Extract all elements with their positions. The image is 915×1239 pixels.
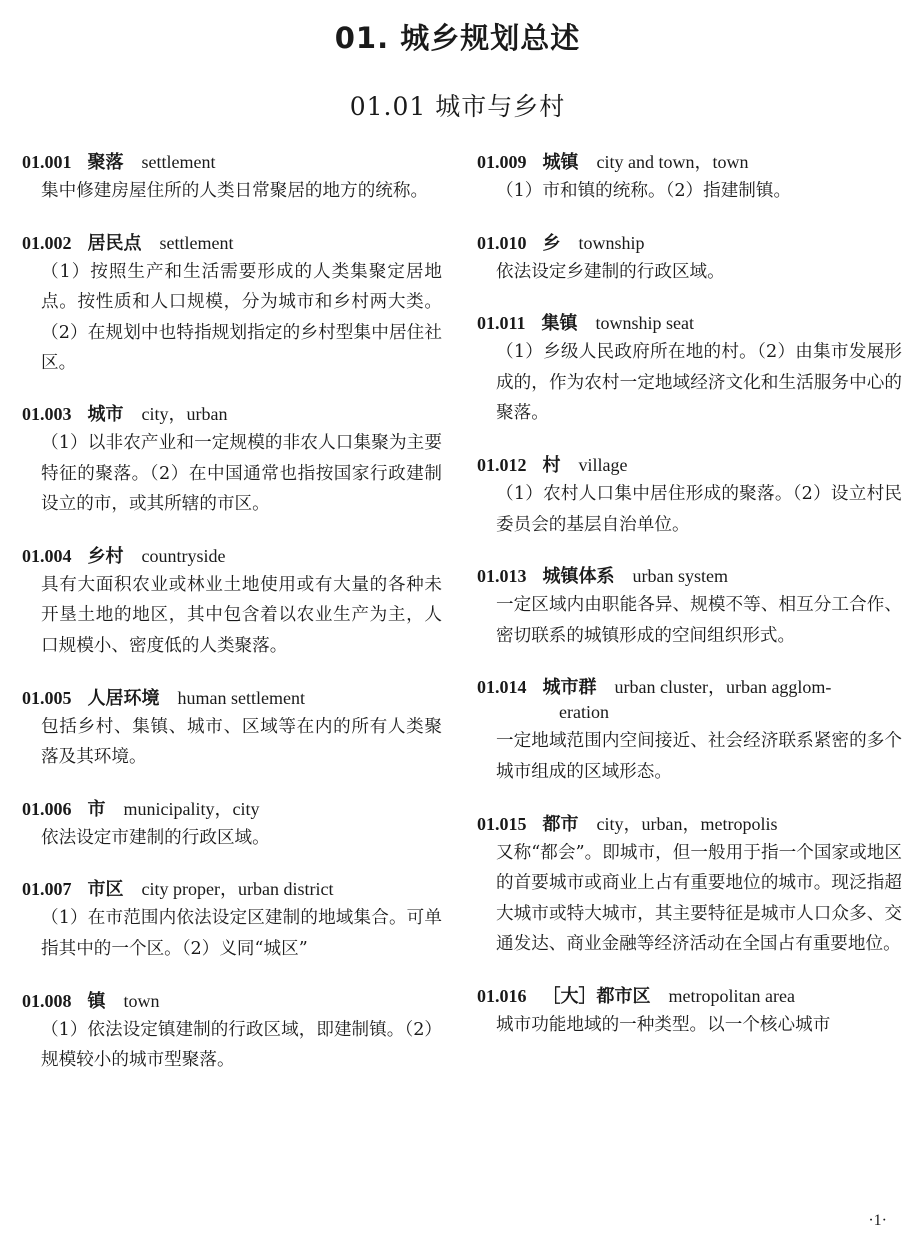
term-entry-01-011	[477, 311, 902, 429]
term-chinese: 市区	[87, 879, 124, 901]
term-english: municipality，city	[123, 798, 260, 819]
term-definition: （1）在市范围内依法设定区建制的地域集合。可单指其中的一个区。（2）义同“城区”	[41, 908, 442, 959]
term-entry-01-013	[477, 564, 902, 651]
term-definition: （1）市和镇的统称。（2）指建制镇。	[496, 181, 792, 201]
term-english: city proper，urban district	[141, 879, 334, 900]
term-definition: 一定地域范围内空间接近、社会经济联系紧密的多个城市组成的区域形态。	[496, 731, 902, 782]
term-entry-01-010	[477, 231, 902, 288]
term-english: urban cluster，urban agglom-	[614, 677, 832, 698]
term-number: 01.008	[22, 990, 72, 1011]
term-english: township	[578, 232, 645, 253]
term-entry-01-003	[22, 402, 442, 520]
term-chinese: 城镇体系	[542, 566, 615, 588]
term-number: 01.016	[477, 985, 527, 1006]
term-number: 01.009	[477, 152, 527, 172]
term-entry-01-015	[477, 812, 902, 960]
term-number: 01.015	[477, 813, 527, 834]
term-chinese: ［大］都市区	[542, 985, 651, 1007]
term-english: city and town，town	[596, 152, 749, 172]
left-column	[22, 150, 442, 1076]
term-number: 01.003	[22, 403, 72, 424]
term-number: 01.011	[477, 313, 526, 334]
term-chinese: 城市群	[542, 677, 597, 699]
term-number: 01.005	[22, 687, 72, 708]
term-chinese: 聚落	[87, 152, 124, 173]
term-entry-01-014	[477, 675, 902, 787]
term-definition: 具有大面积农业或林业土地使用或有大量的各种未开垦土地的地区，其中包含着以农业生产为主，人口规模小、密度低的人类聚落。	[41, 574, 442, 656]
term-definition: 城市功能地域的一种类型。以一个核心城市	[496, 1014, 831, 1035]
term-number: 01.010	[477, 232, 527, 253]
term-definition: 依法设定市建制的行政区域。	[41, 827, 270, 848]
section-title: 01.01 城市与乡村	[349, 92, 566, 121]
term-english: city，urban，metropolis	[596, 813, 778, 834]
term-number: 01.007	[22, 879, 72, 900]
term-chinese: 城镇	[542, 152, 579, 173]
term-chinese: 乡村	[87, 545, 124, 567]
term-entry-01-006	[22, 797, 442, 854]
term-number: 01.004	[22, 545, 72, 566]
term-chinese: 城市	[87, 403, 124, 425]
term-definition: 一定区域内由职能各异、规模不等、相互分工合作、密切联系的城镇形成的空间组织形式。	[496, 595, 902, 646]
term-chinese: 居民点	[87, 232, 142, 254]
term-entry-01-012	[477, 453, 902, 540]
term-definition: 集中修建房屋住所的人类日常聚居的地方的统称。	[41, 181, 429, 201]
term-chinese: 集镇	[541, 313, 578, 335]
term-english: settlement	[159, 232, 234, 253]
term-chinese: 村	[542, 454, 561, 476]
term-english: urban system	[632, 566, 728, 587]
term-definition: （1）乡级人民政府所在地的村。（2）由集市发展形成的，作为农村一定地域经济文化和生活服务中心的聚落。	[496, 342, 902, 424]
term-chinese: 都市	[542, 813, 579, 835]
term-definition: 依法设定乡建制的行政区域。	[496, 261, 725, 282]
term-number: 01.014	[477, 677, 527, 698]
term-english: city，urban	[141, 403, 228, 424]
right-column	[477, 150, 902, 1041]
term-number: 01.013	[477, 566, 527, 587]
term-english: human settlement	[177, 687, 305, 708]
term-definition: （1）农村人口集中居住形成的聚落。（2）设立村民委员会的基层自治单位。	[496, 483, 902, 535]
term-entry-01-004	[22, 544, 442, 662]
term-english: settlement	[141, 152, 216, 172]
term-entry-01-007	[22, 877, 442, 964]
term-entry-01-009	[477, 150, 902, 207]
term-definition: （1）以非农产业和一定规模的非农人口集聚为主要特征的聚落。（2）在中国通常也指按国家行政建制设立的市，或其所辖的市区。	[41, 432, 442, 515]
term-chinese: 市	[87, 798, 106, 820]
term-english: village	[578, 454, 628, 475]
term-entry-01-001	[22, 150, 442, 207]
term-definition: （1）依法设定镇建制的行政区域，即建制镇。（2）规模较小的城市型聚落。	[41, 1019, 442, 1071]
term-english: metropolitan area	[668, 985, 795, 1006]
chapter-title: 01. 城乡规划总述	[334, 21, 581, 55]
term-entry-01-008	[22, 989, 442, 1076]
term-english: town	[123, 990, 160, 1011]
term-definition: 包括乡村、集镇、城市、区域等在内的所有人类聚落及其环境。	[41, 716, 442, 768]
term-definition: 又称“都会”。即城市，但一般用于指一个国家或地区的首要城市或商业上占有重要地位的城市。现泛指超大城市或特大城市，其主要特征是城市人口众多、交通发达、商业金融等经济活动在全国占有重要地位。	[496, 842, 902, 955]
term-number: 01.001	[22, 152, 72, 172]
term-english: countryside	[141, 545, 226, 566]
term-chinese: 镇	[87, 990, 106, 1012]
term-entry-01-016	[477, 984, 902, 1041]
term-entry-01-005	[22, 686, 442, 773]
term-number: 01.002	[22, 232, 72, 253]
term-chinese: 人居环境	[87, 687, 160, 709]
term-english-continued: eration	[559, 702, 609, 723]
term-entry-01-002	[22, 231, 442, 379]
term-number: 01.012	[477, 454, 527, 475]
term-chinese: 乡	[542, 232, 561, 254]
term-english: township seat	[595, 313, 695, 334]
term-number: 01.006	[22, 798, 72, 819]
page-number: ·1·	[868, 1212, 887, 1229]
term-definition: （1）按照生产和生活需要形成的人类集聚定居地点。按性质和人口规模，分为城市和乡村两大类。（2）在规划中也特指规划指定的乡村型集中居住社区。	[41, 261, 442, 374]
